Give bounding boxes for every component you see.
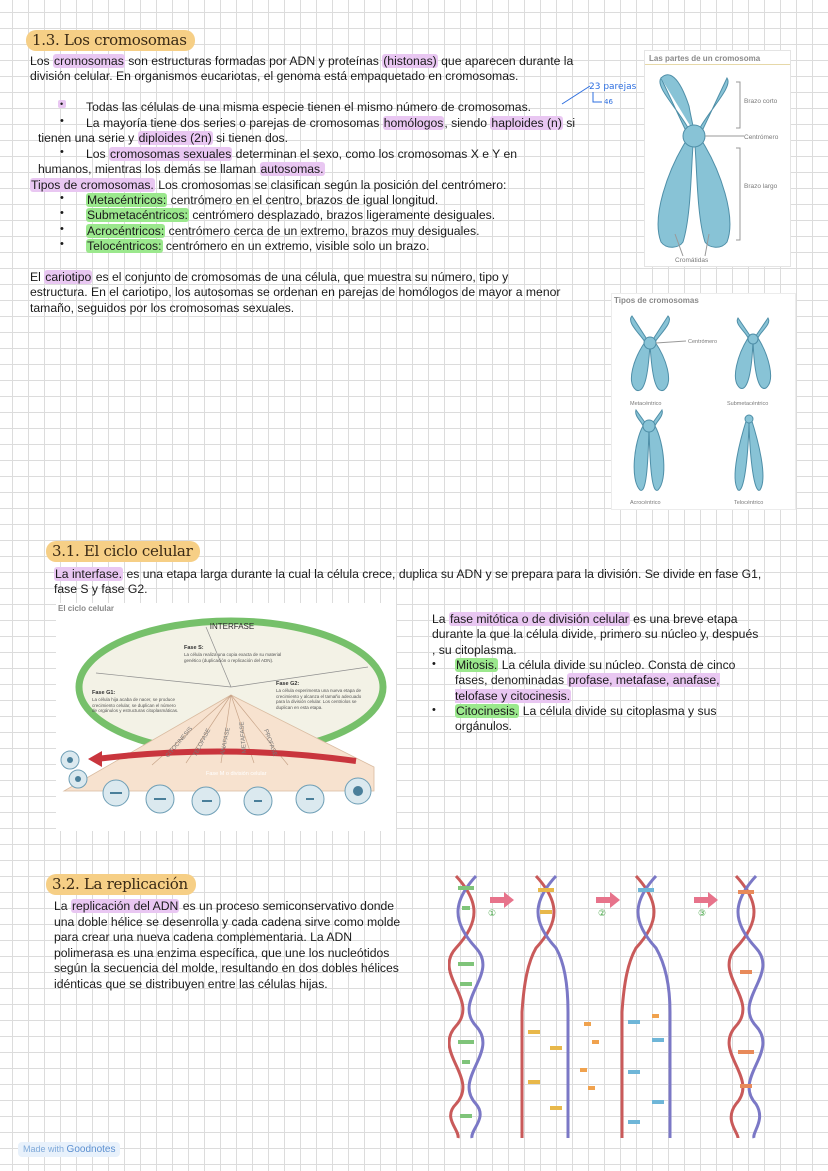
svg-text:CITOCINESIS: CITOCINESIS	[164, 726, 195, 760]
centromere-icon	[683, 125, 705, 147]
figure-title: Las partes de un cromosoma	[649, 54, 761, 63]
bullet-icon: •	[60, 115, 64, 127]
svg-text:②: ②	[598, 909, 607, 919]
bullet-icon: •	[60, 99, 64, 109]
svg-text:Acrocéntrico: Acrocéntrico	[630, 500, 661, 506]
tipos-cromosomas-intro: Tipos de cromosomas. Los cromosomas se clasifican según la posición del centrómero:	[31, 178, 507, 192]
mitosis-bullet: Mitosis. La célula divide su núcleo. Consta de cinco fases, denominadas profase, metafase, anafase, telofase y citocinesis.	[455, 658, 736, 703]
svg-text:PROFASE: PROFASE	[262, 728, 278, 758]
svg-text:Centrómero: Centrómero	[744, 134, 779, 141]
goodnotes-logo: Made with Goodnotes	[18, 1142, 120, 1157]
svg-text:Brazo largo: Brazo largo	[744, 183, 778, 190]
section-title-replicacion: 3.2. La replicación	[46, 874, 196, 895]
bullet-icon: •	[60, 192, 64, 204]
figure-title: Tipos de cromosomas	[614, 296, 699, 305]
bullet-icon: •	[60, 146, 64, 158]
chromosome-diagram	[645, 66, 790, 266]
fase-g1-text: La célula hija acaba de nacer, se produce crecimiento celular, se duplican el número de orgánulos y estructuras citoplasmáticas.	[92, 697, 179, 713]
svg-text:③: ③	[698, 909, 707, 919]
svg-text:TELOFASE: TELOFASE	[192, 727, 213, 758]
figure-ciclo-celular	[56, 603, 396, 831]
interfase-paragraph: La interfase. es una etapa larga durante la cual la célula crece, duplica su ADN y se prepara para la división. Se divide en fase G1, fase S y fase G2.	[54, 567, 762, 597]
bullet-homologos: La mayoría tiene dos series o parejas de cromosomas homólogos, siendo haploides (n) si tienen una serie y diploides (2n) si tienen dos.	[38, 116, 576, 146]
svg-text:Telocéntrico: Telocéntrico	[734, 500, 764, 506]
type-telocentricos: Telocéntricos: centrómero en un extremo, visible solo un brazo.	[87, 239, 430, 253]
figure-partes-cromosoma	[644, 50, 791, 267]
svg-text:ANAFASE: ANAFASE	[220, 727, 232, 756]
svg-text:①: ①	[488, 909, 497, 919]
svg-text:23 parejas: 23 parejas	[589, 82, 637, 92]
cell-cycle-diagram	[56, 603, 396, 831]
bullet-icon: •	[432, 704, 436, 716]
fase-g2-text: La célula experimenta una nueva etapa de crecimiento y alcanza el tamaño adecuado para la división celular. Los centriolos se duplican en esta etapa.	[276, 688, 362, 710]
svg-text:Cromátidas: Cromátidas	[675, 257, 709, 264]
svg-text:Centrómero: Centrómero	[688, 339, 718, 345]
handwritten-annotation	[560, 78, 646, 108]
svg-text:Fase S:: Fase S:	[184, 645, 204, 651]
fase-mitotica-paragraph: La fase mitótica o de división celular es una breve etapa durante la que la célula divide, primero su núcleo y, después , su citoplasma.	[432, 612, 759, 657]
section-title-cromosomas: 1.3. Los cromosomas	[26, 30, 195, 51]
cromosomas-intro: Los cromosomas son estructuras formadas por ADN y proteínas (histonas) que aparecen durante la división celular. En organismos eucariotas, el genoma está empaquetado en cromosomas.	[30, 54, 574, 84]
dna-replication-diagram	[448, 872, 780, 1140]
figure-tipos-cromosomas	[611, 293, 796, 510]
fase-s-text: La célula realiza una copia exacta de su material genético (duplicación o replicación del ADN).	[184, 652, 282, 663]
bullet-icon: •	[432, 658, 436, 670]
svg-text:METAFASE: METAFASE	[239, 721, 248, 754]
citocinesis-bullet: Citocinesis. La célula divide su citoplasma y sus orgánulos.	[455, 704, 717, 734]
bullet-icon: •	[60, 223, 64, 235]
svg-text:Fase G1:: Fase G1:	[92, 690, 116, 696]
type-submetacentricos: Submetacéntricos: centrómero desplazado, brazos ligeramente desiguales.	[87, 208, 496, 222]
replicacion-paragraph: La replicación del ADN es un proceso semiconservativo donde una doble hélice se desenrolla y cada cadena sirve como molde para crear una nueva cadena complementaria. La ADN polimerasa es una enzima específica, que une los nucleótidos según la secuencia del molde, resultando en dos dobles hélices idénticas que se distribuyen entre las células hijas.	[54, 899, 401, 991]
svg-text:Brazo corto: Brazo corto	[744, 98, 778, 105]
svg-text:Fase M o división celular: Fase M o división celular	[206, 771, 267, 777]
svg-text:46: 46	[604, 98, 613, 106]
svg-text:Metacéntrico: Metacéntrico	[630, 401, 662, 407]
bullet-mismo-numero: Todas las células de una misma especie tienen el mismo número de cromosomas.	[86, 100, 532, 114]
arrow-icon	[490, 892, 718, 908]
svg-text:Submetacéntrico: Submetacéntrico	[727, 401, 769, 407]
bullet-sexuales: Los cromosomas sexuales determinan el sexo, como los cromosomas X e Y en humanos, mientras los demás se llaman autosomas.	[38, 147, 518, 177]
chromosome-types-diagram	[612, 308, 795, 508]
bullet-icon: •	[60, 207, 64, 219]
bullet-icon: •	[60, 238, 64, 250]
figure-title: El ciclo celular	[58, 604, 115, 613]
svg-text:Fase G2:: Fase G2:	[276, 681, 300, 687]
svg-text:INTERFASE: INTERFASE	[209, 622, 255, 631]
type-metacentricos: Metacéntricos: centrómero en el centro, brazos de igual longitud.	[87, 193, 439, 207]
type-acrocentricos: Acrocéntricos: centrómero cerca de un extremo, brazos muy desiguales.	[87, 224, 480, 238]
cariotipo-paragraph: El cariotipo es el conjunto de cromosomas de una célula, que muestra su número, tipo y estructura. En el cariotipo, los autosomas se ordenan en parejas de homólogos de mayor a menor tamaño, seguidos por los cromosomas sexuales.	[30, 270, 561, 315]
section-title-ciclo-celular: 3.1. El ciclo celular	[46, 541, 200, 562]
